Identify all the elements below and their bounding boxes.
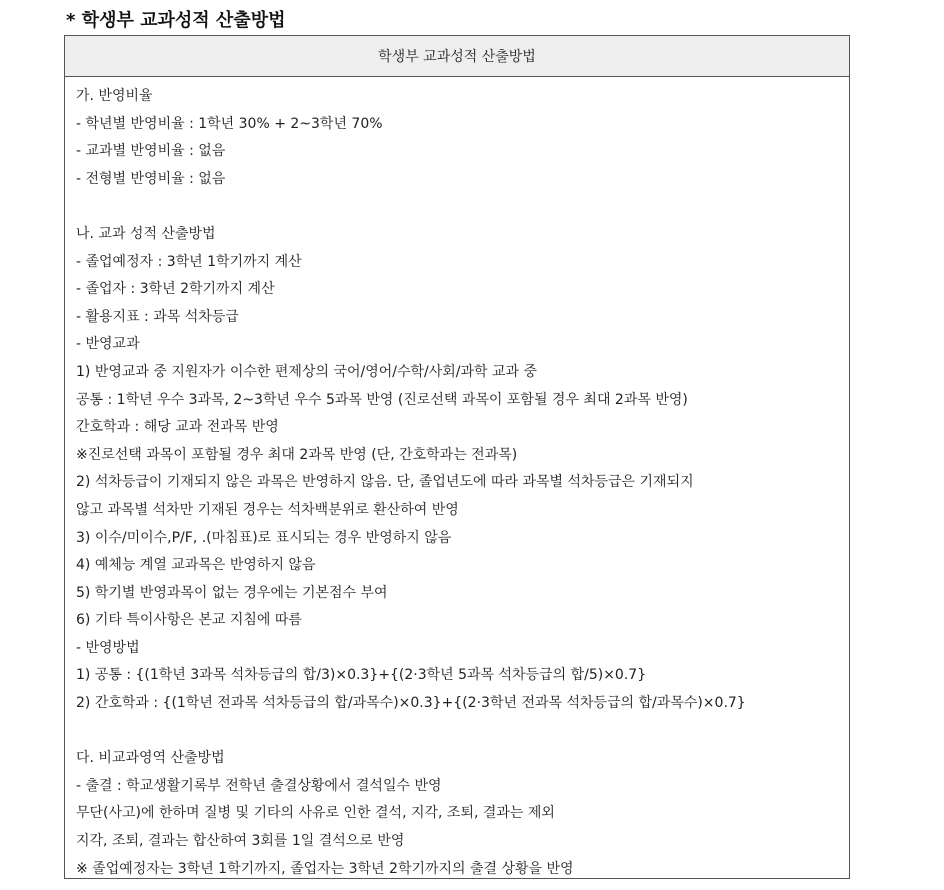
content-line: - 활용지표 : 과목 석차등급 — [76, 308, 239, 325]
content-line: 나. 교과 성적 산출방법 — [76, 225, 216, 242]
content-line: 2) 간호학과 : {(1학년 전과목 석차등급의 합/과목수)×0.3}+{(2·3학년 전과목 석차등급의 합/과목수)×0.7} — [76, 695, 746, 712]
content-line: 1) 반영교과 중 지원자가 이수한 편제상의 국어/영어/수학/사회/과학 교과 중 — [76, 363, 538, 380]
blank-line — [76, 718, 849, 746]
content-line: - 졸업자 : 3학년 2학기까지 계산 — [76, 281, 275, 298]
box-content — [65, 77, 849, 883]
content-line: 5) 학기별 반영과목이 없는 경우에는 기본점수 부여 — [76, 584, 388, 601]
content-line: 다. 비교과영역 산출방법 — [76, 750, 225, 767]
content-line: - 교과별 반영비율 : 없음 — [76, 143, 226, 160]
content-line: 1) 공통 : {(1학년 3과목 석차등급의 합/3)×0.3}+{(2·3학년 5과목 석차등급의 합/5)×0.7} — [76, 667, 647, 684]
content-line: - 출결 : 학교생활기록부 전학년 출결상황에서 결석일수 반영 — [76, 777, 442, 794]
content-line: 공통 : 1학년 우수 3과목, 2~3학년 우수 5과목 반영 (진로선택 과목이 포함될 경우 최대 2과목 반영) — [76, 391, 688, 408]
content-line: 무단(사고)에 한하며 질병 및 기타의 사유로 인한 결석, 지각, 조퇴, 결과는 제외 — [76, 805, 555, 822]
content-line: - 전형별 반영비율 : 없음 — [76, 170, 226, 187]
content-line: - 반영교과 — [76, 336, 140, 353]
content-line: 6) 기타 특이사항은 본교 지침에 따름 — [76, 612, 302, 629]
page-heading: * 학생부 교과성적 산출방법 — [66, 10, 286, 31]
content-line: 2) 석차등급이 기재되지 않은 과목은 반영하지 않음. 단, 졸업년도에 따라 과목별 석차등급은 기재되지 — [76, 474, 694, 491]
content-line: 않고 과목별 석차만 기재된 경우는 석차백분위로 환산하여 반영 — [76, 501, 459, 518]
box-title: 학생부 교과성적 산출방법 — [65, 36, 849, 77]
content-line: ※ 졸업예정자는 3학년 1학기까지, 졸업자는 3학년 2학기까지의 출결 상황을 반영 — [76, 860, 574, 877]
grading-method-box — [64, 35, 850, 879]
content-line: - 학년별 반영비율 : 1학년 30% + 2~3학년 70% — [76, 115, 383, 132]
content-line: ※진로선택 과목이 포함될 경우 최대 2과목 반영 (단, 간호학과는 전과목) — [76, 446, 518, 463]
content-line: - 반영방법 — [76, 639, 140, 656]
content-line: 가. 반영비율 — [76, 88, 153, 104]
content-line: 지각, 조퇴, 결과는 합산하여 3회를 1일 결석으로 반영 — [76, 833, 405, 850]
blank-line — [76, 193, 849, 221]
content-line: - 졸업예정자 : 3학년 1학기까지 계산 — [76, 253, 302, 270]
content-line: 간호학과 : 해당 교과 전과목 반영 — [76, 419, 279, 436]
content-line: 3) 이수/미이수,P/F, .(마침표)로 표시되는 경우 반영하지 않음 — [76, 529, 452, 546]
content-line: 4) 예체능 계열 교과목은 반영하지 않음 — [76, 557, 316, 574]
